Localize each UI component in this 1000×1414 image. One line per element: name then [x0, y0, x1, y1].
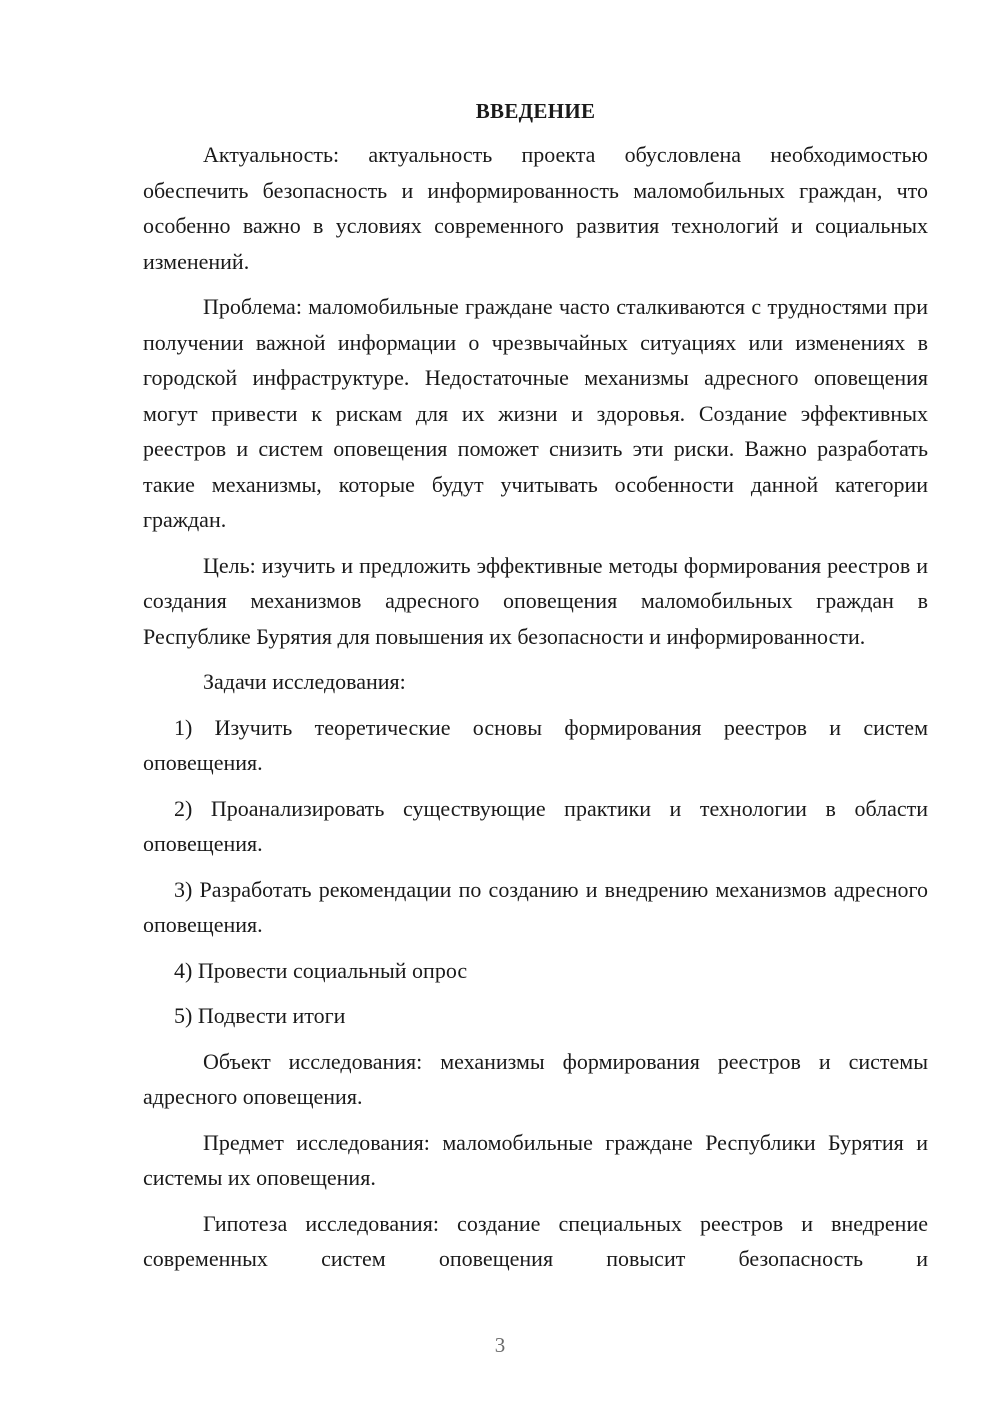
paragraph-goal: Цель: изучить и предложить эффективные методы формирования реестров и создания механизмов адресного оповещения маломобильных граждан в Республике Бурятия для повышения их безопасности и информированности. [143, 552, 928, 649]
section-heading: ВВЕДЕНИЕ [475, 99, 596, 123]
paragraph-subject: Предмет исследования: маломобильные граждане Республики Бурятия и системы их оповещения. [143, 1129, 928, 1190]
document-page [143, 96, 928, 1287]
task-item-2: 2) Проанализировать существующие практики и технологии в области оповещения. [143, 795, 928, 856]
task-item-3: 3) Разработать рекомендации по созданию и внедрению механизмов адресного оповещения. [143, 876, 928, 937]
task-item-1: 1) Изучить теоретические основы формирования реестров и систем оповещения. [143, 714, 928, 775]
task-item-5: 5) Подвести итоги [174, 1003, 346, 1028]
paragraph-tasks-heading: Задачи исследования: [203, 669, 406, 694]
paragraph-problem: Проблема: маломобильные граждане часто сталкиваются с трудностями при получении важной информации о чрезвычайных ситуациях или изменениях в городской инфраструктуре. Недостаточные механизмы адресного оповещения могут привести к рискам для их жизни и здоровья. Создание эффективных реестров и систем оповещения поможет снизить эти риски. Важно разработать такие механизмы, которые будут учитывать особенности данной категории граждан. [143, 294, 928, 532]
paragraph-hypothesis: Гипотеза исследования: создание специальных реестров и внедрение современных систем оповещения повысит безопасность и [143, 1210, 928, 1271]
page-number: 3 [494, 1333, 506, 1357]
paragraph-object: Объект исследования: механизмы формирования реестров и системы адресного оповещения. [143, 1048, 928, 1109]
task-item-4: 4) Провести социальный опрос [174, 957, 468, 983]
paragraph-relevance: Актуальность: актуальность проекта обусловлена необходимостью обеспечить безопасность и информированность маломобильных граждан, что особенно важно в условиях современного развития технологий и социальных изменений. [143, 142, 928, 274]
